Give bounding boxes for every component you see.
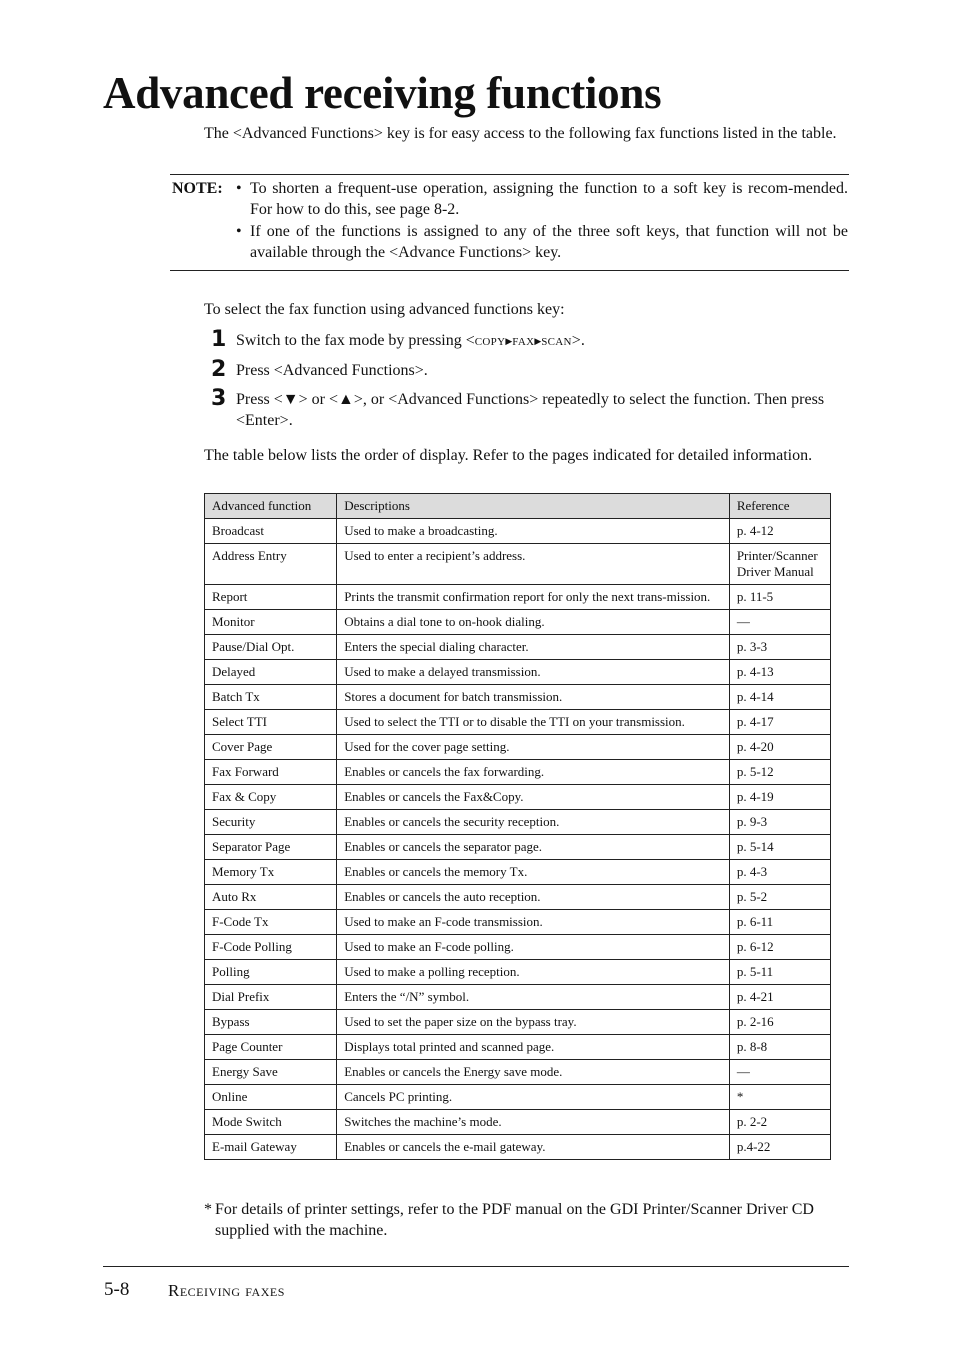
table-row [205,1085,831,1110]
cell-function: Select TTI [205,710,337,735]
cell-function: Mode Switch [205,1110,337,1135]
footnote [204,1199,849,1241]
running-head: Receiving faxes [168,1281,285,1300]
cell-function: Separator Page [205,835,337,860]
cell-reference: p. 6-11 [729,910,830,935]
column-header-reference: Reference [729,494,830,519]
table-row [205,585,831,610]
cell-function: Auto Rx [205,885,337,910]
cell-reference: p. 9-3 [729,810,830,835]
cell-reference: p.4-22 [729,1135,830,1160]
page-number: 5-8 [104,1279,130,1300]
cell-description: Used to make a delayed transmission. [337,660,730,685]
cell-description: Enables or cancels the e-mail gateway. [337,1135,730,1160]
cell-function: F-Code Tx [205,910,337,935]
right-arrow-icon: ▶ [505,336,513,346]
step-number: 3 [211,386,227,411]
cell-function: Batch Tx [205,685,337,710]
cell-function: Pause/Dial Opt. [205,635,337,660]
cell-function: Cover Page [205,735,337,760]
step-1 [211,327,851,353]
cell-reference: p. 4-13 [729,660,830,685]
cell-description: Stores a document for batch transmission. [337,685,730,710]
table-intro: The table below lists the order of display. Refer to the pages indicated for detailed information. [204,447,813,464]
step-number: 2 [211,357,227,382]
cell-function: Bypass [205,1010,337,1035]
step-text-tail: >. [571,332,585,349]
cell-function: Dial Prefix [205,985,337,1010]
cell-function: Monitor [205,610,337,635]
cell-reference: p. 4-21 [729,985,830,1010]
cell-function: Delayed [205,660,337,685]
table-row [205,1110,831,1135]
table-row [205,660,831,685]
cell-function: Fax Forward [205,760,337,785]
table-row [205,1010,831,1035]
bullet-icon: • [236,223,242,240]
table-row [205,760,831,785]
step-text-lead: Switch to the fax mode by pressing < [236,332,475,349]
procedure-intro: To select the fax function using advanced functions key: [204,301,565,318]
cell-description: Enables or cancels the separator page. [337,835,730,860]
cell-description: Displays total printed and scanned page. [337,1035,730,1060]
table-row [205,835,831,860]
cell-description: Used to make an F-code polling. [337,935,730,960]
table-row [205,785,831,810]
advanced-functions-table [204,493,831,1160]
table-header-row [205,494,831,519]
step-text [211,327,851,353]
table-row [205,860,831,885]
cell-description: Switches the machine’s mode. [337,1110,730,1135]
cell-description: Used to enter a recipient’s address. [337,544,730,585]
table-row [205,685,831,710]
cell-description: Enables or cancels the memory Tx. [337,860,730,885]
note-item-text: If one of the functions is assigned to any of the three soft keys, that function will not be available through the <Advance Functions> key. [250,223,848,261]
cell-description: Prints the transmit confirmation report for only the next trans-mission. [337,585,730,610]
footer-divider [103,1266,849,1267]
step-number: 1 [211,327,227,352]
cell-reference: — [729,1060,830,1085]
cell-reference: p. 5-11 [729,960,830,985]
table-row [205,1035,831,1060]
cell-reference: * [729,1085,830,1110]
column-header-descriptions: Descriptions [337,494,730,519]
cell-reference: — [729,610,830,635]
table-row [205,610,831,635]
table-row [205,960,831,985]
footnote-marker: * [204,1201,212,1218]
note-box [170,174,849,271]
column-header-function: Advanced function [205,494,337,519]
cell-function: Polling [205,960,337,985]
footnote-text: For details of printer settings, refer to the PDF manual on the GDI Printer/Scanner Driver CD supplied with the machine. [215,1201,814,1239]
cell-reference: p. 4-19 [729,785,830,810]
fax-key-label: FAX [512,336,535,348]
cell-function: Report [205,585,337,610]
cell-description: Enters the special dialing character. [337,635,730,660]
cell-function: Broadcast [205,519,337,544]
cell-reference: p. 4-14 [729,685,830,710]
step-3 [211,386,851,431]
cell-description: Enables or cancels the security reception. [337,810,730,835]
cell-function: Address Entry [205,544,337,585]
cell-reference: Printer/Scanner Driver Manual [729,544,830,585]
table-row [205,910,831,935]
note-item [236,221,848,263]
cell-reference: p. 4-20 [729,735,830,760]
scan-key-label: SCAN [541,336,572,348]
cell-description: Enables or cancels the Energy save mode. [337,1060,730,1085]
cell-reference: p. 6-12 [729,935,830,960]
cell-function: Page Counter [205,1035,337,1060]
cell-function: Memory Tx [205,860,337,885]
cell-description: Obtains a dial tone to on-hook dialing. [337,610,730,635]
cell-reference: p. 8-8 [729,1035,830,1060]
step-2 [211,357,851,382]
copy-key-label: COPY [474,336,506,348]
cell-function: Fax & Copy [205,785,337,810]
table-row [205,935,831,960]
note-label: NOTE: [172,180,223,197]
cell-description: Cancels PC printing. [337,1085,730,1110]
page-title: Advanced receiving functions [103,68,662,118]
bullet-icon: • [236,180,242,197]
cell-function: F-Code Polling [205,935,337,960]
cell-reference: p. 5-12 [729,760,830,785]
table-row [205,735,831,760]
intro-paragraph: The <Advanced Functions> key is for easy access to the following fax functions listed in the table. [204,125,837,142]
cell-description: Enters the “/N” symbol. [337,985,730,1010]
table-row [205,885,831,910]
cell-reference: p. 2-16 [729,1010,830,1035]
right-arrow-icon: ▶ [534,336,542,346]
table-row [205,710,831,735]
cell-reference: p. 11-5 [729,585,830,610]
cell-description: Used for the cover page setting. [337,735,730,760]
table-row [205,985,831,1010]
cell-function: E-mail Gateway [205,1135,337,1160]
cell-function: Online [205,1085,337,1110]
note-item [236,178,848,220]
table-row [205,810,831,835]
cell-description: Used to make a broadcasting. [337,519,730,544]
cell-description: Used to set the paper size on the bypass tray. [337,1010,730,1035]
cell-function: Energy Save [205,1060,337,1085]
cell-reference: p. 2-2 [729,1110,830,1135]
cell-reference: p. 5-2 [729,885,830,910]
step-text: Press <▼> or <▲>, or <Advanced Functions> repeatedly to select the function. Then press <Enter>. [236,391,825,429]
cell-reference: p. 4-17 [729,710,830,735]
step-text: Press <Advanced Functions>. [236,362,428,379]
cell-reference: p. 5-14 [729,835,830,860]
cell-function: Security [205,810,337,835]
table-row [205,544,831,585]
cell-description: Used to make a polling reception. [337,960,730,985]
note-item-text: To shorten a frequent-use operation, assigning the function to a soft key is recom-mended. For how to do this, see page 8-2. [250,180,848,218]
table-row [205,635,831,660]
table-row [205,519,831,544]
table-row [205,1135,831,1160]
table-row [205,1060,831,1085]
cell-reference: p. 3-3 [729,635,830,660]
cell-description: Enables or cancels the Fax&Copy. [337,785,730,810]
cell-reference: p. 4-3 [729,860,830,885]
cell-reference: p. 4-12 [729,519,830,544]
cell-description: Enables or cancels the auto reception. [337,885,730,910]
cell-description: Enables or cancels the fax forwarding. [337,760,730,785]
cell-description: Used to select the TTI or to disable the TTI on your transmission. [337,710,730,735]
cell-description: Used to make an F-code transmission. [337,910,730,935]
